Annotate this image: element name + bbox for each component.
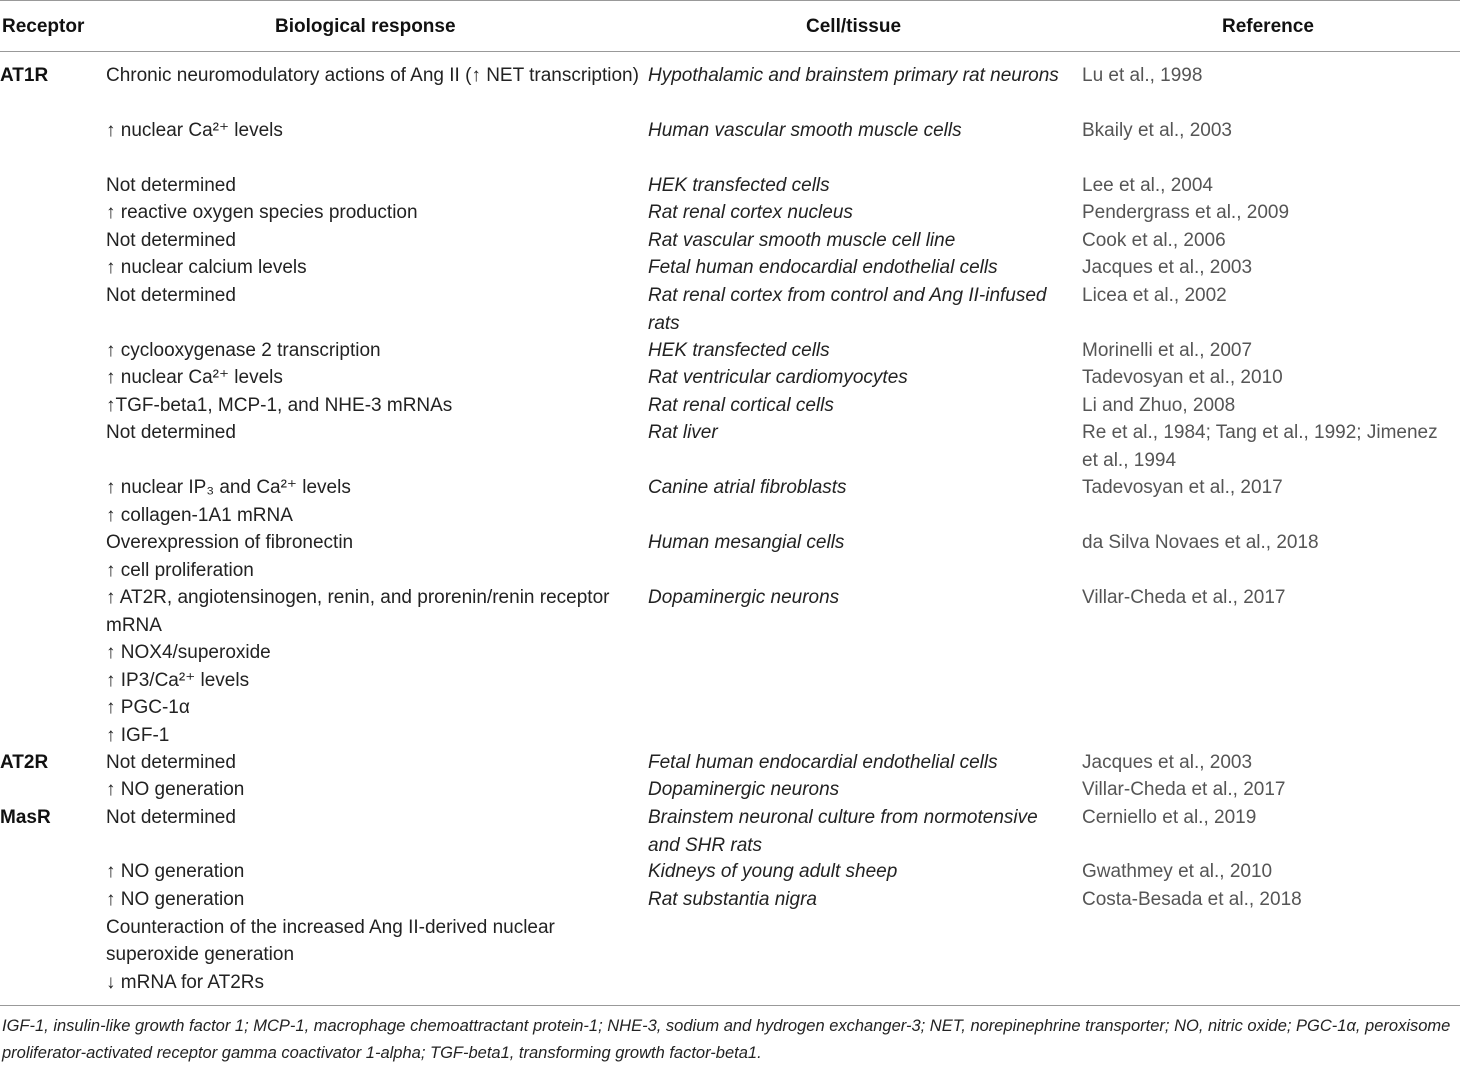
row-cell-tissue: Rat renal cortex from control and Ang II-infused rats <box>648 285 1047 334</box>
row-receptor: MasR <box>0 807 51 828</box>
row-cell-tissue: Hypothalamic and brainstem primary rat neurons <box>648 65 1059 86</box>
row-reference: Villar-Cheda et al., 2017 <box>1082 587 1286 608</box>
row-biological-response: Chronic neuromodulatory actions of Ang II (↑ NET transcription) <box>106 65 639 86</box>
row-reference: da Silva Novaes et al., 2018 <box>1082 532 1319 553</box>
row-cell-tissue: Rat vascular smooth muscle cell line <box>648 230 956 251</box>
row-reference: Cerniello et al., 2019 <box>1082 807 1257 828</box>
row-cell-tissue: Rat substantia nigra <box>648 889 817 910</box>
row-cell-tissue: Kidneys of young adult sheep <box>648 861 898 882</box>
header-reference: Reference <box>1222 16 1314 37</box>
row-biological-response: ↑ NO generation <box>106 779 245 800</box>
row-biological-response: ↑ NO generation <box>106 861 245 882</box>
footer-divider <box>0 1005 1460 1006</box>
row-biological-response: Not determined <box>106 175 236 196</box>
row-cell-tissue: Canine atrial fibroblasts <box>648 477 847 498</box>
header-receptor: Receptor <box>2 16 85 37</box>
header-cell-tissue: Cell/tissue <box>806 16 902 37</box>
row-cell-tissue: Rat renal cortex nucleus <box>648 202 853 223</box>
row-biological-response: ↑ AT2R, angiotensinogen, renin, and prorenin/renin receptor mRNA ↑ NOX4/superoxide ↑ IP3/Ca²⁺ levels ↑ PGC-1α ↑ IGF-1 <box>106 587 610 746</box>
header-biological-response: Biological response <box>275 16 456 37</box>
row-cell-tissue: Brainstem neuronal culture from normotensive and SHR rats <box>648 807 1038 856</box>
row-biological-response: ↑TGF-beta1, MCP-1, and NHE-3 mRNAs <box>106 395 453 416</box>
row-biological-response: ↑ reactive oxygen species production <box>106 202 418 223</box>
row-reference: Jacques et al., 2003 <box>1082 257 1253 278</box>
row-reference: Costa-Besada et al., 2018 <box>1082 889 1302 910</box>
row-cell-tissue: Human mesangial cells <box>648 532 845 553</box>
row-reference: Cook et al., 2006 <box>1082 230 1226 251</box>
row-cell-tissue: Rat renal cortical cells <box>648 395 834 416</box>
row-reference: Li and Zhuo, 2008 <box>1082 395 1236 416</box>
row-cell-tissue: HEK transfected cells <box>648 340 830 361</box>
row-biological-response: Not determined <box>106 230 236 251</box>
row-reference: Jacques et al., 2003 <box>1082 752 1253 773</box>
row-cell-tissue: Dopaminergic neurons <box>648 587 840 608</box>
row-cell-tissue: Rat ventricular cardiomyocytes <box>648 367 908 388</box>
row-biological-response: Not determined <box>106 807 236 828</box>
row-reference: Gwathmey et al., 2010 <box>1082 861 1273 882</box>
row-reference: Lu et al., 1998 <box>1082 65 1203 86</box>
row-biological-response: ↑ NO generation Counteraction of the increased Ang II-derived nuclear superoxide generation ↓ mRNA for AT2Rs <box>106 889 555 993</box>
row-biological-response: Overexpression of fibronectin ↑ cell proliferation <box>106 532 354 581</box>
row-biological-response: ↑ nuclear Ca²⁺ levels <box>106 367 283 388</box>
row-receptor: AT2R <box>0 752 49 773</box>
row-reference: Villar-Cheda et al., 2017 <box>1082 779 1286 800</box>
row-biological-response: Not determined <box>106 422 236 443</box>
row-cell-tissue: Rat liver <box>648 422 718 443</box>
table-header <box>0 0 1460 52</box>
row-reference: Bkaily et al., 2003 <box>1082 120 1232 141</box>
row-cell-tissue: Human vascular smooth muscle cells <box>648 120 962 141</box>
row-biological-response: ↑ nuclear Ca²⁺ levels <box>106 120 283 141</box>
row-receptor: AT1R <box>0 65 49 86</box>
row-biological-response: Not determined <box>106 752 236 773</box>
row-biological-response: ↑ nuclear IP₃ and Ca²⁺ levels ↑ collagen-1A1 mRNA <box>106 477 351 526</box>
row-biological-response: ↑ nuclear calcium levels <box>106 257 307 278</box>
row-reference: Licea et al., 2002 <box>1082 285 1227 306</box>
row-reference: Pendergrass et al., 2009 <box>1082 202 1290 223</box>
row-cell-tissue: Dopaminergic neurons <box>648 779 840 800</box>
row-reference: Tadevosyan et al., 2010 <box>1082 367 1283 388</box>
row-reference: Re et al., 1984; Tang et al., 1992; Jimenez et al., 1994 <box>1082 422 1438 471</box>
row-biological-response: Not determined <box>106 285 236 306</box>
row-cell-tissue: Fetal human endocardial endothelial cells <box>648 257 998 278</box>
row-reference: Tadevosyan et al., 2017 <box>1082 477 1283 498</box>
row-biological-response: ↑ cyclooxygenase 2 transcription <box>106 340 381 361</box>
row-reference: Morinelli et al., 2007 <box>1082 340 1253 361</box>
row-cell-tissue: Fetal human endocardial endothelial cells <box>648 752 998 773</box>
table-footnote: IGF-1, insulin-like growth factor 1; MCP-1, macrophage chemoattractant protein-1; NHE-3, sodium and hydrogen exchanger-3; NET, norepinephrine transporter; NO, nitric oxide; PGC-1α, peroxisome proliferator-activated receptor gamma coactivator 1-alpha; TGF-beta1, transforming growth factor-beta1. <box>2 1017 1451 1062</box>
row-reference: Lee et al., 2004 <box>1082 175 1213 196</box>
row-cell-tissue: HEK transfected cells <box>648 175 830 196</box>
